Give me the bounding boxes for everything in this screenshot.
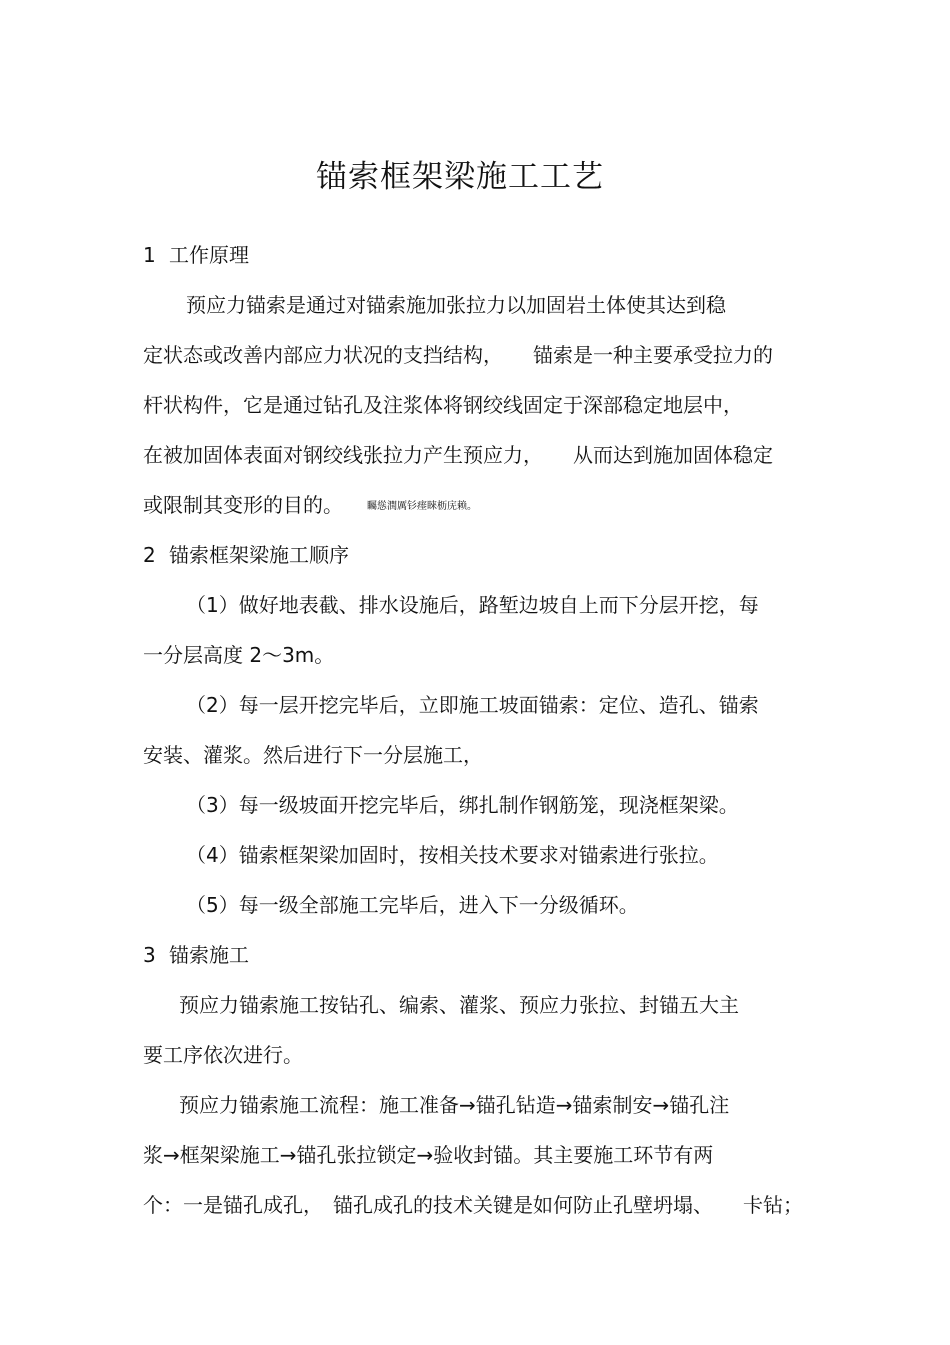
text-segment: 定状态或改善内部应力状况的支挡结构， xyxy=(143,343,503,367)
paragraph-line xyxy=(143,490,477,522)
garbled-note: 矚慫潤厲钐瘗睞枥庑赖。 xyxy=(367,500,477,512)
section-title: 锚索施工 xyxy=(169,943,249,967)
section-number: 1 xyxy=(143,243,156,267)
paragraph-line: （3）每一级坡面开挖完毕后，绑扎制作钢筋笼，现浇框架梁。 xyxy=(186,793,739,817)
paragraph-line: 安装、灌浆。然后进行下一分层施工， xyxy=(143,743,483,767)
text-segment: 在被加固体表面对钢绞线张拉力产生预应力， xyxy=(143,443,543,467)
section-number: 2 xyxy=(143,543,156,567)
section-heading-1 xyxy=(143,240,249,270)
text-segment: 或限制其变形的目的。 xyxy=(143,493,343,517)
text-segment: 从而达到施加固体稳定 xyxy=(573,443,773,467)
paragraph-line: 预应力锚索施工按钻孔、编索、灌浆、预应力张拉、封锚五大主 xyxy=(179,993,739,1017)
text-segment: 锚孔成孔的技术关键是如何防止孔壁坍塌、 xyxy=(333,1193,713,1217)
paragraph-line: 杆状构件，它是通过钻孔及注浆体将钢绞线固定于深部稳定地层中， xyxy=(143,393,743,417)
text-segment: 卡钻； xyxy=(743,1193,803,1217)
paragraph-line: （5）每一级全部施工完毕后，进入下一分级循环。 xyxy=(186,893,639,917)
paragraph-line: 预应力锚索施工流程：施工准备→锚孔钻造→锚索制安→锚孔注 xyxy=(179,1093,730,1117)
paragraph-line: 预应力锚索是通过对锚索施加张拉力以加固岩土体使其达到稳 xyxy=(186,293,726,317)
paragraph-line: （4）锚索框架梁加固时，按相关技术要求对锚索进行张拉。 xyxy=(186,843,719,867)
section-heading-2 xyxy=(143,540,349,570)
text-segment: 锚索是一种主要承受拉力的 xyxy=(533,343,773,367)
section-number: 3 xyxy=(143,943,156,967)
text-segment: 个：一是锚孔成孔， xyxy=(143,1193,323,1217)
paragraph-line xyxy=(143,1190,803,1220)
section-title: 锚索框架梁施工顺序 xyxy=(169,543,349,567)
paragraph-line: （1）做好地表截、排水设施后，路堑边坡自上而下分层开挖，每 xyxy=(186,593,759,617)
paragraph-line: 一分层高度 2～3m。 xyxy=(143,643,335,667)
document-title: 锚索框架梁施工工艺 xyxy=(316,159,604,195)
paragraph-line xyxy=(143,440,773,470)
section-title: 工作原理 xyxy=(169,243,249,267)
paragraph-line: 要工序依次进行。 xyxy=(143,1043,303,1067)
paragraph-line xyxy=(143,340,773,370)
paragraph-line: （2）每一层开挖完毕后，立即施工坡面锚索：定位、造孔、锚索 xyxy=(186,693,759,717)
paragraph-line: 浆→框架梁施工→锚孔张拉锁定→验收封锚。其主要施工环节有两 xyxy=(143,1143,714,1167)
section-heading-3 xyxy=(143,940,249,970)
